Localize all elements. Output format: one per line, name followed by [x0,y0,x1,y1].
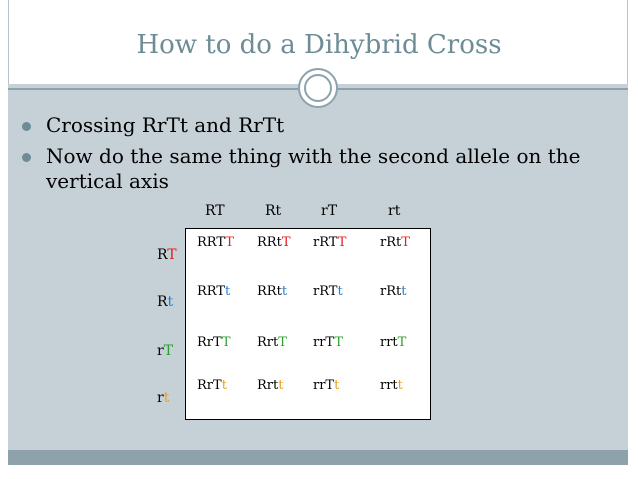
cell-genotype-base: rrT [313,335,335,350]
cell-genotype-allele: t [281,284,288,299]
cell-genotype-base: Rrt [257,335,279,350]
row-header-allele-1: R [157,247,168,263]
punnett-cell [257,284,287,299]
cell-genotype-allele: t [334,378,340,393]
bullet-text: Now do the same thing with the second allele on the vertical axis [46,144,581,193]
punnett-cell [257,378,283,393]
cell-genotype-allele: T [281,235,291,250]
cell-genotype-allele: t [221,378,227,393]
bullet-list [20,113,620,200]
divider-circle-inner [304,74,332,102]
row-header-allele-2: t [167,294,174,310]
cell-genotype-base: RrT [197,378,222,393]
cell-genotype-base: rRt [380,235,402,250]
cell-genotype-allele: T [401,235,410,250]
punnett-cell [197,335,231,350]
punnett-cell [257,235,290,250]
row-header-allele-1: r [157,343,164,359]
column-header: Rt [265,203,282,219]
row-header-allele-2: T [163,343,174,359]
punnett-cell [197,378,227,393]
punnett-cell [197,235,234,250]
row-header [157,343,173,359]
cell-genotype-allele: T [278,335,287,350]
row-header-allele-2: T [167,247,177,263]
cell-genotype-allele: t [278,378,284,393]
row-header [157,294,173,310]
cell-genotype-base: rrt [380,378,398,393]
row-header-allele-1: R [157,294,168,310]
row-header-allele-1: r [157,390,164,406]
cell-genotype-base: rrT [313,378,335,393]
punnett-cell [313,378,339,393]
cell-genotype-base: RRT [197,235,226,250]
bullet-text: Crossing RrTt and RrTt [46,113,285,137]
punnett-cell [380,378,403,393]
cell-genotype-base: RRT [197,284,226,299]
row-header-allele-2: t [163,390,170,406]
punnett-cell [313,335,343,350]
bullet-item [20,113,620,138]
cell-genotype-allele: T [221,335,231,350]
punnett-cell [197,284,230,299]
cell-genotype-allele: T [225,235,234,250]
cell-genotype-allele: t [401,284,407,299]
punnett-cell [380,284,406,299]
cell-genotype-base: rrt [380,335,398,350]
punnett-cell [313,235,346,250]
bullet-item [20,144,620,194]
cell-genotype-base: rRT [313,235,338,250]
cell-genotype-allele: t [397,378,403,393]
cell-genotype-allele: t [225,284,231,299]
slide-title: How to do a Dihybrid Cross [136,30,502,60]
cell-genotype-base: rRT [313,284,338,299]
column-header: rt [388,203,401,219]
cell-genotype-base: RRt [257,284,282,299]
column-header: RT [205,203,225,219]
punnett-cell [313,284,343,299]
row-header [157,247,177,263]
cell-genotype-base: rRt [380,284,402,299]
cell-genotype-allele: T [397,335,407,350]
column-header: rT [321,203,338,219]
bottom-bar [8,450,628,465]
cell-genotype-base: RrT [197,335,222,350]
cell-genotype-base: Rrt [257,378,279,393]
cell-genotype-base: RRt [257,235,282,250]
punnett-cell [380,235,410,250]
bullet-dot-icon [22,153,31,162]
row-header [157,390,169,406]
bullet-dot-icon [22,122,31,131]
punnett-cell [380,335,406,350]
punnett-cell [257,335,287,350]
cell-genotype-allele: T [337,235,347,250]
divider-circle-ornament [298,68,338,108]
cell-genotype-allele: T [334,335,344,350]
cell-genotype-allele: t [337,284,343,299]
